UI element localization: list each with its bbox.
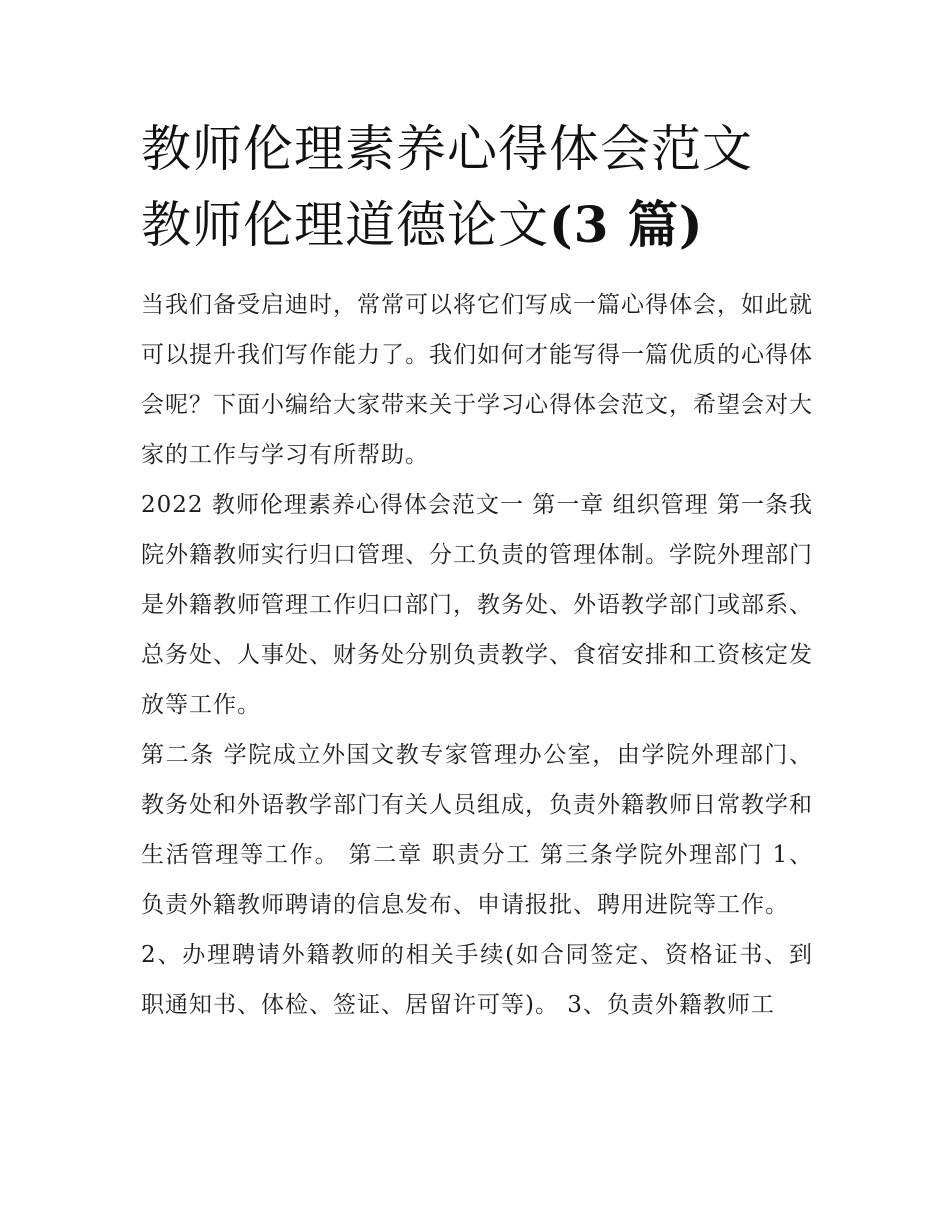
paragraph-intro: 当我们备受启迪时，常常可以将它们写成一篇心得体会，如此就可以提升我们写作能力了。我们如何才能写得一篇优质的心得体会呢？下面小编给大家带来关于学习心得体会范文，希望会对大家的工作与学习有所帮助。 (141, 292, 813, 468)
document-content (141, 112, 813, 1030)
document-title (141, 112, 813, 263)
paragraph-article-3: 2、办理聘请外籍教师的相关手续(如合同签定、资格证书、到职通知书、体检、签证、居留许可等)。 3、负责外籍教师工 (141, 942, 813, 1018)
paragraph-article-1: 2022 教师伦理素养心得体会范文一 第一章 组织管理 第一条我院外籍教师实行归口管理、分工负责的管理体制。学院外理部门是外籍教师管理工作归口部门，教务处、外语教学部门或部系、总务处、人事处、财务处分别负责教学、食宿安排和工资核定发放等工作。 (141, 492, 813, 718)
title-count: (3 篇) (549, 195, 704, 254)
document-body (141, 280, 813, 1030)
paragraph-article-2: 第二条 学院成立外国文教专家管理办公室，由学院外理部门、教务处和外语教学部门有关人员组成，负责外籍教师日常教学和生活管理等工作。 第二章 职责分工 第三条学院外理部门 1、负责外籍教师聘请的信息发布、申请报批、聘用进院等工作。 (141, 742, 813, 918)
title-text: 教师伦理素养心得体会范文 教师伦理道德论文 (141, 120, 753, 254)
